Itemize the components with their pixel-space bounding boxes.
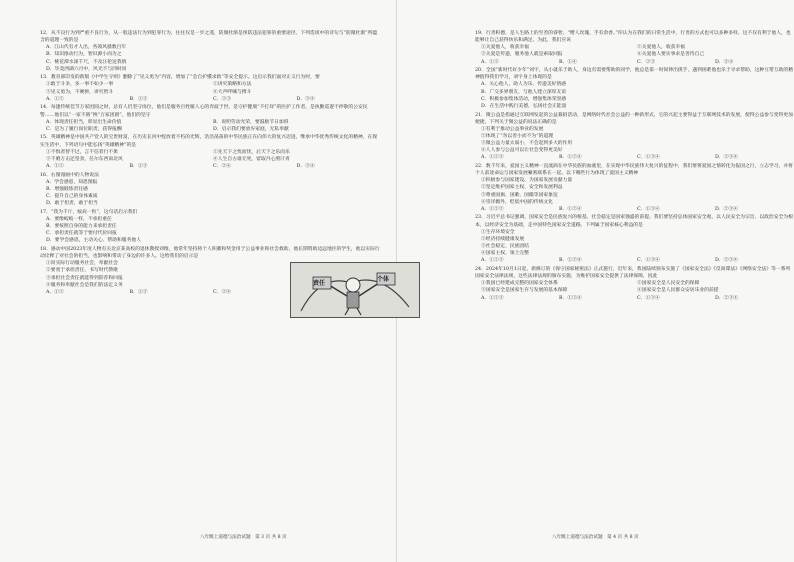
option-group	[475, 280, 793, 294]
option-text: C．是为了履行岗位职责，获得报酬	[46, 126, 122, 132]
question-block	[475, 30, 793, 66]
option-text: ③关爱是传递，服务他人就是索取回报	[481, 52, 563, 58]
option-text: ②体现了“勿以善小而不为”的道理	[481, 133, 554, 139]
question-stem: 22．数千年来，爱国主义精神一直流淌在中华民族的血液里，在实现中华民族伟大复兴的征程中，我们要将爱国之情转化为报国之行，立志学习，并将个人前途命运与国家发展紧密联系在一起。以下哪些行为体现了爱国主义精神	[475, 163, 793, 177]
answer-choice-row	[475, 59, 793, 66]
question-stem: 15．英雄精神是中国共产党人的宝贵财富，在历史长河中绽放着不朽的光辉，浩浩荡荡的中华民族正在向伟大的复兴迈进，继承中华优秀传统文化的精神，在现实生活中，下列语句中能弘扬“英雄精神”的是	[40, 135, 378, 148]
option-text: ③见义勇为，不硬拼，讲究智斗	[46, 89, 114, 95]
answer-choice: A．①②	[46, 289, 64, 295]
option-text: ④关爱他人要实事求是善待自己	[637, 52, 705, 58]
cartoon-label-left: 责任	[313, 280, 326, 287]
answer-choice: A．①②	[46, 96, 64, 102]
question-block	[40, 30, 380, 73]
answer-choice: B．①②④	[559, 155, 582, 161]
question-stem: 16．右图漫画中的人物说法	[40, 172, 99, 178]
exam-page-right	[397, 0, 794, 562]
answer-choice: A．①②③	[481, 295, 504, 301]
option-group	[40, 216, 380, 245]
option-group	[475, 126, 793, 155]
option-group	[40, 81, 380, 95]
option-text: B．要按照自身的能力来承担责任	[46, 224, 117, 230]
answer-choice: C．②④	[213, 289, 232, 295]
option-text: C．桃花潭水深千尺，不及汪伦送我情	[46, 59, 127, 65]
answer-choice: C．①③④	[637, 295, 660, 301]
option-text: ④服务和奉献社会是我们的法定义务	[46, 282, 123, 288]
option-text: ①不惧者智不过，言不信者行不果	[46, 149, 118, 155]
question-stem: 20．全国“新时代好少年”刘宇，从小就乐于助人，身边有需要帮助的同学，他总是第一时间伸出援手，遇到困难他也乐于寻求帮助，这种互帮互助的精神值得我们学习，刘宇身上体现的是	[475, 68, 794, 81]
question-stem: 19．行善积德，是人生路上的至善的睿智，“赠人玫瑰，手有余香。”你认为在我们的日常生活中，行善的方式也可以多种多样，这不仅有利于他人，也能够让自己获得快乐和满足。为此，我们应该	[475, 31, 791, 44]
answer-choice-row	[40, 96, 380, 103]
option-text: A．江山代有才人出，各领风骚数百年	[46, 45, 127, 51]
option-text: ②坚定维护国家主权、安全和发展利益	[481, 185, 563, 191]
option-text: ③承担社会责任就能得到辞荐和回报	[46, 275, 123, 281]
right-question-list	[475, 30, 793, 303]
answer-choice: C．①③④	[637, 258, 660, 264]
answer-choice: C．①③④	[637, 206, 660, 212]
option-text: C．提升自己的身体素质	[46, 194, 98, 199]
option-text: ①积极参与国家建设，为国家发展贡献力量	[481, 178, 573, 184]
option-text: ④人生自古谁无死，留取丹心照汗青	[213, 156, 290, 162]
question-block	[475, 67, 793, 110]
answer-choice: C．②③	[213, 96, 232, 102]
answer-choice: A．①②③	[481, 206, 504, 212]
answer-choice: B．①③	[129, 289, 148, 295]
option-text: C．积极参加集体活动，增强集体荣誉感	[481, 96, 567, 102]
option-text: ④大声呼喊与搏斗	[213, 89, 252, 95]
question-stem: 24．2024年10月1日起，新修订的《保守国家秘密法》正式施行，近年来，我国陆续颁布实施了《国家安全法》《反间谍法》《网络安全法》等一系列国家安全法律法规，这些法律法规的颁布实施，为维护国家安全提供了法律保障，因此	[475, 266, 791, 280]
answer-choice: A．①②③	[481, 155, 504, 161]
option-text: ②讲究策略和方法	[213, 82, 252, 88]
question-stem: 21．微公益是指通过互联网发起的公益募捐活动，是网络时代社会公益的一种新形式，它的兴起主要得益于互联网技术的发展，使得公益参与变得更加便捷，下列关于微公益的说法正确的是	[475, 112, 793, 125]
option-text: D．在生活中践行美德，弘扬社会正能量	[481, 103, 567, 109]
option-text: D．要学会感恩，主动关心、帮助和服务他人	[46, 238, 141, 244]
option-text: B．说明劳动光荣，要鼓励节日加班	[213, 119, 289, 125]
question-block	[475, 214, 793, 264]
option-text: ①有利于推动公益事业的发展	[481, 126, 544, 132]
option-text: A．体现责任担当，彰显出生命价值	[46, 119, 122, 125]
option-text: B．增强锻炼责任感	[46, 186, 88, 192]
option-text: ③千磨万击还坚劲，任尔东西南北风	[46, 156, 123, 162]
option-text: D．启示我们要放弃家庭，无私奉献	[213, 126, 289, 132]
option-text: ①关爱他人，收获幸福	[481, 45, 529, 51]
answer-choice: D．③④	[296, 96, 315, 102]
answer-choice-row	[475, 154, 793, 161]
option-text: ④人人参与公益可以让社会变得更美好	[481, 148, 563, 154]
answer-choice-row	[40, 163, 380, 170]
option-group	[40, 179, 380, 208]
page-footer: 八年级上道德与法治试题 第 3 页 共 8 页	[200, 535, 287, 540]
question-block	[475, 112, 793, 162]
option-text: A．关心他人，助人为乐，传递美好情感	[481, 82, 567, 88]
answer-choice: D．②③④	[715, 258, 739, 264]
question-stem: 14．每逢传统佳节万家团圆之时，总有人仍坚守岗位，他们是服务百姓履人心的奔波于世，是守护健康“不打烊”的医护工作者，是执勤巡逻不停歇的公安民警……他们以“一家不圆”换“万家团圆”，他们的坚守	[40, 105, 368, 118]
question-block	[40, 134, 380, 170]
option-text: ①敢于斗争，多一事不如少一事	[46, 82, 114, 88]
option-text: ②国家安全是人民安全的保障	[637, 281, 700, 287]
option-text: B．广交多界朋友，与他人建立深厚友谊	[481, 89, 567, 95]
option-text: B．知识推动行为，智识源小而为之	[46, 52, 122, 58]
answer-choice-row	[475, 257, 793, 264]
answer-choice: C．②③	[637, 59, 656, 65]
option-text: ①我国已经建成完整的国家安全体系	[481, 281, 558, 287]
question-stem: 17．“我为千斤，蚊肩一粒”，这句话启示我们	[40, 209, 138, 215]
option-text: A．要像蛟蛟一样，不承担重任	[46, 216, 112, 222]
answer-choice: A．①②③	[481, 258, 504, 264]
question-stem: 18．感动中国2023年度人物有关北京某高校的退休教授刘维，他常年坚持将个人积蓄和奖金用于公益事业和社会救助，他长期资助边远地区的学生，他以实际行动诠释了对社会的担当，也影响和带动了身边的许多人。这给我们的启示是	[40, 246, 380, 260]
option-text: C．承担责任就等于要付代价回报	[46, 231, 117, 237]
question-block	[40, 104, 380, 133]
option-text: ④崇洋媚外，贬低中国的传统文化	[481, 199, 553, 205]
option-group	[475, 81, 793, 110]
answer-choice: B．①②④	[559, 206, 582, 212]
option-text: D．敢于担责，敢于担当	[46, 201, 98, 207]
question-block	[475, 163, 793, 213]
option-group	[40, 44, 380, 73]
option-text: D．毕竟西湖六月中，风光不与四时同	[46, 66, 127, 72]
question-stem: 23．习近平总书记强调，国家安全是民族复兴的根基，社会稳定是国家强盛的前提。我们要坚持总体国家安全观，以人民安全为宗旨，以政治安全为根本，以经济安全为基础，走中国特色国家安全道路。下列属于国家核心利益的是	[475, 215, 793, 228]
answer-choice: B．①③	[129, 163, 148, 169]
option-group	[40, 149, 380, 163]
option-text: ③社会稳定、民族团结	[481, 244, 529, 250]
question-block	[40, 172, 380, 208]
option-text: ③微公益力量太弱小，不会起到多大的作用	[481, 141, 573, 147]
option-text: ①生存环境安全	[481, 229, 515, 235]
option-text: ①同实际行动服务社会，奉献社会	[46, 261, 118, 267]
option-group	[40, 119, 380, 133]
option-group	[475, 229, 793, 258]
answer-choice: D．②③④	[715, 155, 739, 161]
page-footer: 八年级上道德与法治试题 第 4 页 共 8 页	[552, 535, 639, 540]
option-text: ③国家安全是国家生存与发展的基本保障	[481, 288, 568, 294]
answer-choice: C．②④	[213, 163, 232, 169]
question-stem: 13．教育部印发的新版《中学生守则》删除了“见义勇为”内容，增加了“会自护懂求救”等安全提示。这启示我们面对正义行为时，要	[40, 75, 320, 81]
answer-choice: B．①④	[559, 59, 577, 65]
question-stem: 12．从不良行为到严重不良行为，从一般违法行为到犯罪行为，往往仅是一步之遥，防微杜渐是预防违法犯罪的重要途径。下列选项中的诗句与“防微杜渐”所蕴含的道理一致的是	[40, 31, 378, 44]
answer-choice: D．②③④	[715, 295, 739, 301]
option-text: ④国家主权、领土完整	[481, 251, 529, 257]
option-text: ②经济持续健康发展	[481, 236, 525, 242]
question-block	[40, 74, 380, 103]
cartoon-label-right: 个体	[377, 276, 390, 283]
question-block	[40, 209, 380, 245]
option-text: ②要勇于承担责任，书写时代赞歌	[46, 268, 118, 274]
answer-choice: B．①②④	[559, 258, 582, 264]
answer-choice: D．③④	[715, 59, 734, 65]
answer-choice: B．①③	[129, 96, 148, 102]
question-block	[475, 266, 793, 302]
left-question-list	[40, 30, 380, 297]
option-text: A．学会感恩，知恩图报	[46, 179, 98, 185]
answer-choice: B．①②④	[559, 295, 582, 301]
option-group	[475, 177, 793, 206]
answer-choice-row	[475, 295, 793, 302]
answer-choice-row	[475, 206, 793, 213]
option-text: ④国家安全是人民群众安居乐业的前提	[637, 288, 719, 294]
option-text: ②关爱他人，收获幸福	[637, 45, 685, 51]
answer-choice: C．①③④	[637, 155, 660, 161]
option-text: ②先天下之忧而忧，后天下之乐而乐	[213, 149, 290, 155]
answer-choice: A．①②	[46, 163, 64, 169]
option-group	[475, 44, 793, 58]
answer-choice: D．③④	[296, 163, 315, 169]
answer-choice: A．①②	[481, 59, 499, 65]
answer-choice: D．②③④	[715, 206, 739, 212]
option-text: ③尊重国旗、国歌、国徽等国家象征	[481, 192, 558, 198]
